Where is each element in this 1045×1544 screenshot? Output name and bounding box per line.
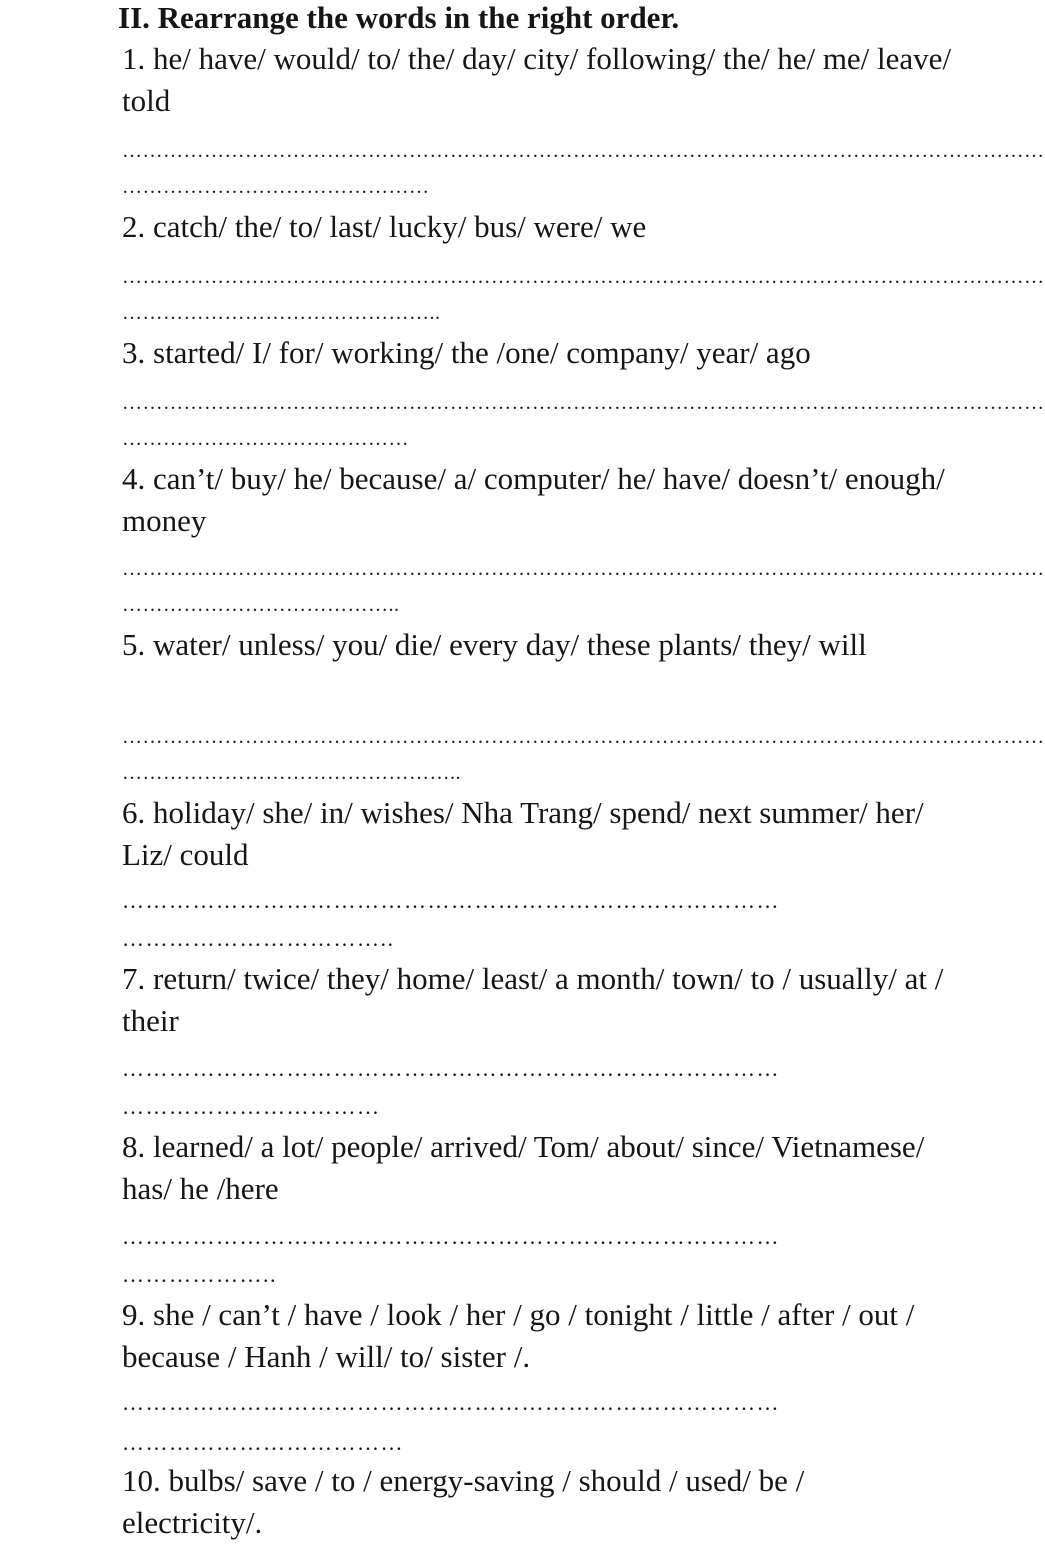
answer-line-4a[interactable]: ……………………………………………………………………………………………………………………… (122, 558, 1045, 580)
question-8: 8. learned/ a lot/ people/ arrived/ Tom/ about/ since/ Vietnamese/ has/ he /here (122, 1129, 925, 1206)
answer-line-4b[interactable]: ………………………………….. (122, 594, 400, 616)
answer-line-8a[interactable]: ………………………………………………………………………… (122, 1224, 780, 1249)
question-3: 3. started/ I/ for/ working/ the /one/ company/ year/ ago (122, 335, 811, 370)
question-4: 4. can’t/ buy/ he/ because/ a/ computer/ he/ have/ doesn’t/ enough/ money (122, 461, 945, 538)
question-10: 10. bulbs/ save / to / energy-saving / should / used/ be / electricity/. (122, 1463, 805, 1540)
question-7: 7. return/ twice/ they/ home/ least/ a month/ town/ to / usually/ at / their (122, 961, 944, 1038)
answer-line-9b[interactable]: ……………………………… (122, 1430, 404, 1455)
answer-line-5a[interactable]: ……………………………………………………………………………………………………………………… (122, 726, 1045, 748)
answer-line-1a[interactable]: ……………………………………………………………………………………………………………………… (122, 140, 1045, 162)
answer-line-9a[interactable]: ………………………………………………………………………… (122, 1390, 780, 1415)
answer-line-7a[interactable]: ………………………………………………………………………… (122, 1056, 780, 1081)
answer-line-2b[interactable]: ……………………………………….. (122, 302, 441, 324)
section-title: II. Rearrange the words in the right order. (118, 0, 680, 35)
answer-line-6b[interactable]: …………………………….. (122, 926, 395, 951)
answer-line-3a[interactable]: ……………………………………………………………………………………………………………………… (122, 392, 1045, 414)
question-5: 5. water/ unless/ you/ die/ every day/ these plants/ they/ will (122, 627, 867, 662)
answer-line-2a[interactable]: ……………………………………………………………………………………………………………………… (122, 266, 1045, 288)
answer-line-1b[interactable]: ……………………………………… (122, 176, 430, 198)
question-1: 1. he/ have/ would/ to/ the/ day/ city/ following/ the/ he/ me/ leave/ told (122, 41, 952, 118)
answer-line-3b[interactable]: …………………………………… (122, 428, 409, 450)
answer-line-7b[interactable]: …………………………… (122, 1094, 381, 1119)
question-6: 6. holiday/ she/ in/ wishes/ Nha Trang/ spend/ next summer/ her/ Liz/ could (122, 795, 924, 872)
answer-line-6a[interactable]: ………………………………………………………………………… (122, 888, 780, 913)
question-9: 9. she / can’t / have / look / her / go / tonight / little / after / out / because / Hanh / will/ to/ sister /. (122, 1297, 915, 1374)
question-2: 2. catch/ the/ to/ last/ lucky/ bus/ were/ we (122, 209, 647, 244)
answer-line-5b[interactable]: ………………………………………….. (122, 762, 461, 784)
answer-line-8b[interactable]: ……………….. (122, 1262, 277, 1287)
